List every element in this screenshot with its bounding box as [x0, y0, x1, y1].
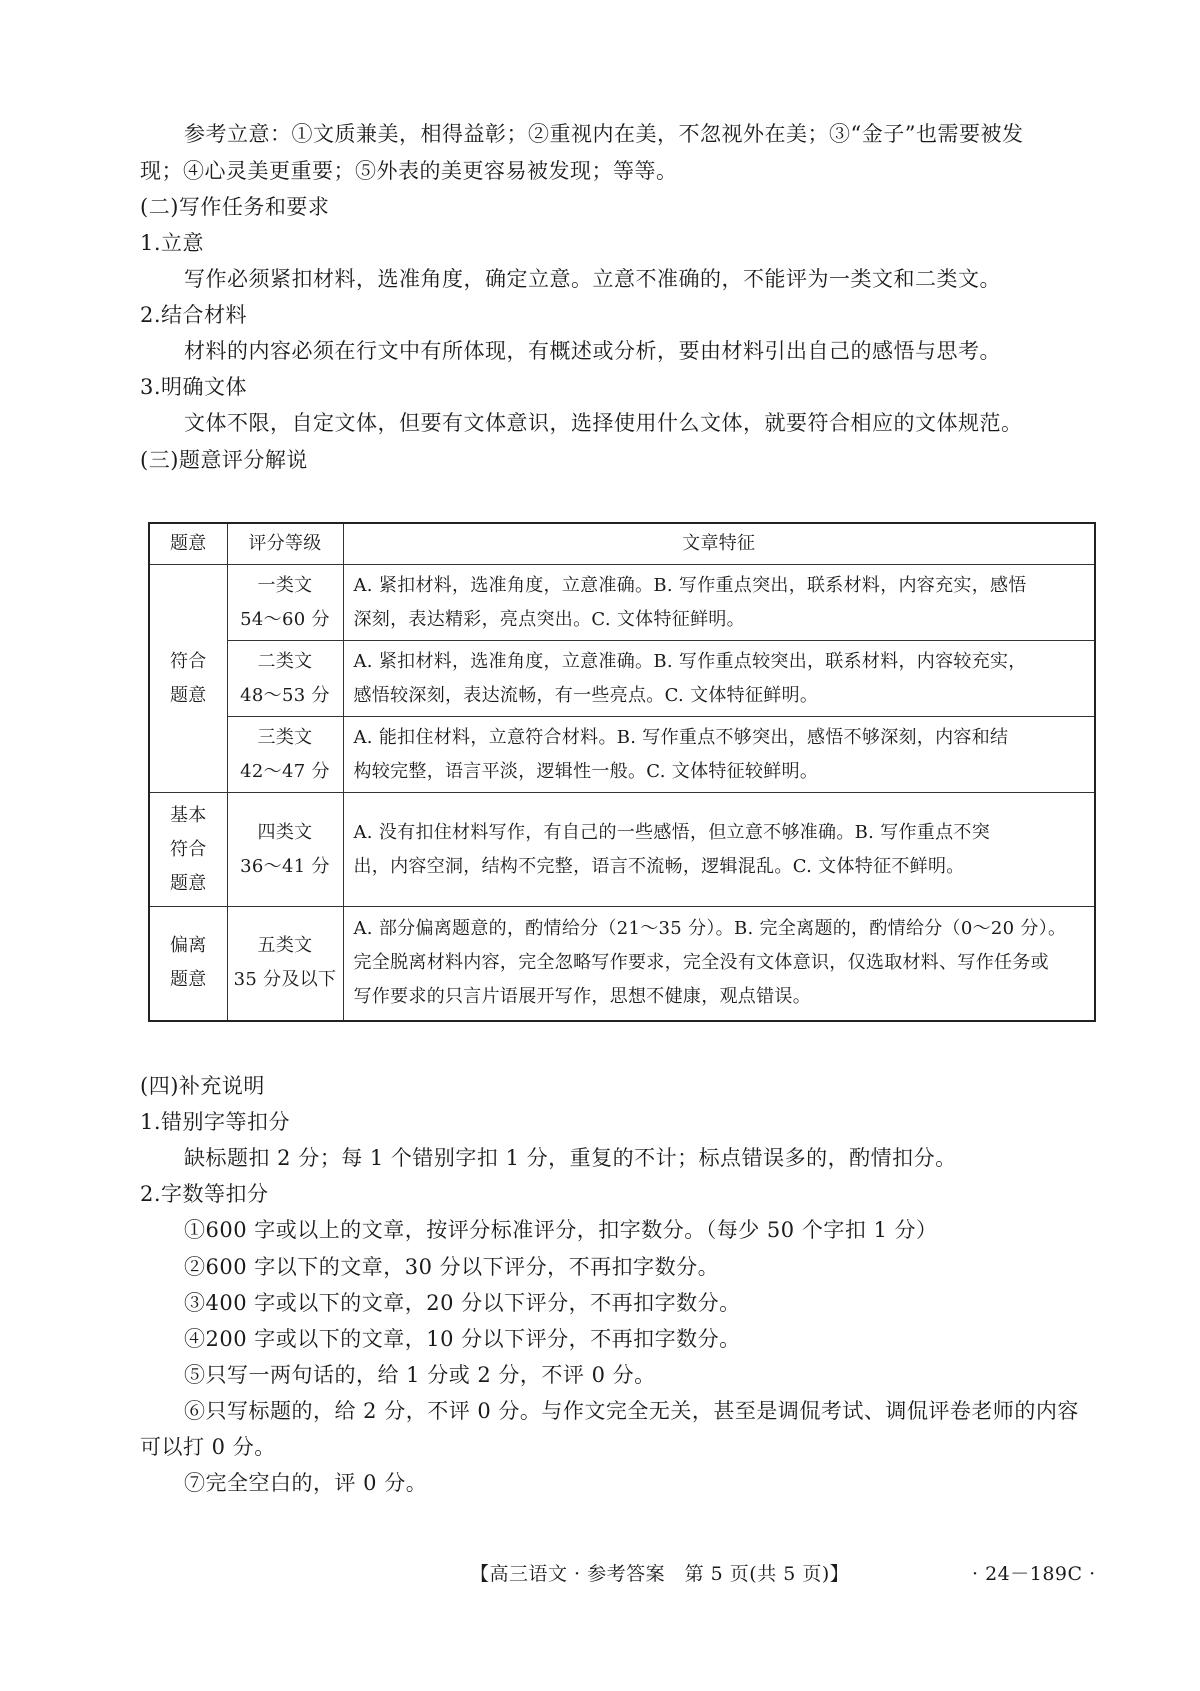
rule-item: ⑦完全空白的，评 0 分。 — [184, 1471, 428, 1495]
table-header-row — [149, 523, 1095, 565]
intro-line-1: 参考立意：①文质兼美，相得益彰；②重视内在美，不忽视外在美；③“金子”也需要被发 — [184, 122, 1024, 146]
rule-item: ②600 字以下的文章，30 分以下评分，不再扣字数分。 — [184, 1255, 720, 1279]
section2-heading: (二)写作任务和要求 — [140, 195, 330, 219]
grade-cell: 一类文 54～60 分 — [227, 565, 343, 641]
grade-cell: 四类文 36～41 分 — [227, 793, 343, 907]
table-row — [149, 641, 1095, 717]
item-genre-title: 3.明确文体 — [140, 375, 248, 399]
rule-item-continued: 可以打 0 分。 — [140, 1435, 276, 1459]
rule-item: ⑥只写标题的，给 2 分，不评 0 分。与作文完全无关，甚至是调侃考试、调侃评卷老师的内容 — [184, 1399, 1079, 1423]
item-wordcount-title: 2.字数等扣分 — [140, 1182, 269, 1206]
item-genre-text: 文体不限，自定文体，但要有文体意识，选择使用什么文体，就要符合相应的文体规范。 — [184, 411, 1023, 435]
table-row — [149, 907, 1095, 1021]
item-material-title: 2.结合材料 — [140, 303, 248, 327]
table-row — [149, 717, 1095, 793]
header-features: 文章特征 — [343, 523, 1095, 565]
rule-item: ①600 字或以上的文章，按评分标准评分，扣字数分。（每少 50 个字扣 1 分） — [184, 1218, 938, 1242]
item-typo-title: 1.错别字等扣分 — [140, 1110, 291, 1134]
header-tiyi: 题意 — [149, 523, 227, 565]
group-jiben-fuhe-tiyi: 基本 符合 题意 — [149, 793, 227, 907]
feature-cell: A. 部分偏离题意的，酌情给分（21～35 分）。B. 完全离题的，酌情给分（0～20 分）。 完全脱离材料内容，完全忽略写作要求，完全没有文体意识，仅选取材料、写作任务或 写作要求的只言片语展开写作，思想不健康，观点错误。 — [343, 907, 1095, 1021]
rule-item: ④200 字或以下的文章，10 分以下评分，不再扣字数分。 — [184, 1327, 741, 1351]
scoring-table — [148, 522, 1096, 1022]
footer-page-info: 【高三语文 · 参考答案 第 5 页(共 5 页)】 — [470, 1563, 850, 1585]
feature-cell: A. 能扣住材料，立意符合材料。B. 写作重点不够突出，感悟不够深刻，内容和结 构较完整，语言平淡，逻辑性一般。C. 文体特征较鲜明。 — [343, 717, 1095, 793]
header-grade: 评分等级 — [227, 523, 343, 565]
item-material-text: 材料的内容必须在行文中有所体现，有概述或分析，要由材料引出自己的感悟与思考。 — [184, 339, 1001, 363]
table-row — [149, 565, 1095, 641]
grade-cell: 五类文 35 分及以下 — [227, 907, 343, 1021]
group-fuhe-tiyi: 符合 题意 — [149, 565, 227, 793]
table-row — [149, 793, 1095, 907]
intro-line-2: 现；④心灵美更重要；⑤外表的美更容易被发现；等等。 — [140, 159, 678, 183]
item-typo-text: 缺标题扣 2 分；每 1 个错别字扣 1 分，重复的不计；标点错误多的，酌情扣分。 — [184, 1146, 957, 1170]
grade-cell: 二类文 48～53 分 — [227, 641, 343, 717]
feature-cell: A. 紧扣材料，选准角度，立意准确。B. 写作重点突出，联系材料，内容充实，感悟 深刻，表达精彩，亮点突出。C. 文体特征鲜明。 — [343, 565, 1095, 641]
group-pianli-tiyi: 偏离 题意 — [149, 907, 227, 1021]
section4-heading: (四)补充说明 — [140, 1074, 265, 1098]
item-lizhi-text: 写作必须紧扣材料，选准角度，确定立意。立意不准确的，不能评为一类文和二类文。 — [184, 267, 1001, 291]
feature-cell: A. 没有扣住材料写作，有自己的一些感悟，但立意不够准确。B. 写作重点不突 出，内容空洞，结构不完整，语言不流畅，逻辑混乱。C. 文体特征不鲜明。 — [343, 793, 1095, 907]
feature-cell: A. 紧扣材料，选准角度，立意准确。B. 写作重点较突出，联系材料，内容较充实， 感悟较深刻，表达流畅，有一些亮点。C. 文体特征鲜明。 — [343, 641, 1095, 717]
footer-code: · 24－189C · — [972, 1563, 1096, 1585]
section3-heading: (三)题意评分解说 — [140, 448, 308, 472]
rule-item: ⑤只写一两句话的，给 1 分或 2 分，不评 0 分。 — [184, 1363, 656, 1387]
rule-item: ③400 字或以下的文章，20 分以下评分，不再扣字数分。 — [184, 1291, 741, 1315]
item-lizhi-title: 1.立意 — [140, 231, 205, 255]
grade-cell: 三类文 42～47 分 — [227, 717, 343, 793]
